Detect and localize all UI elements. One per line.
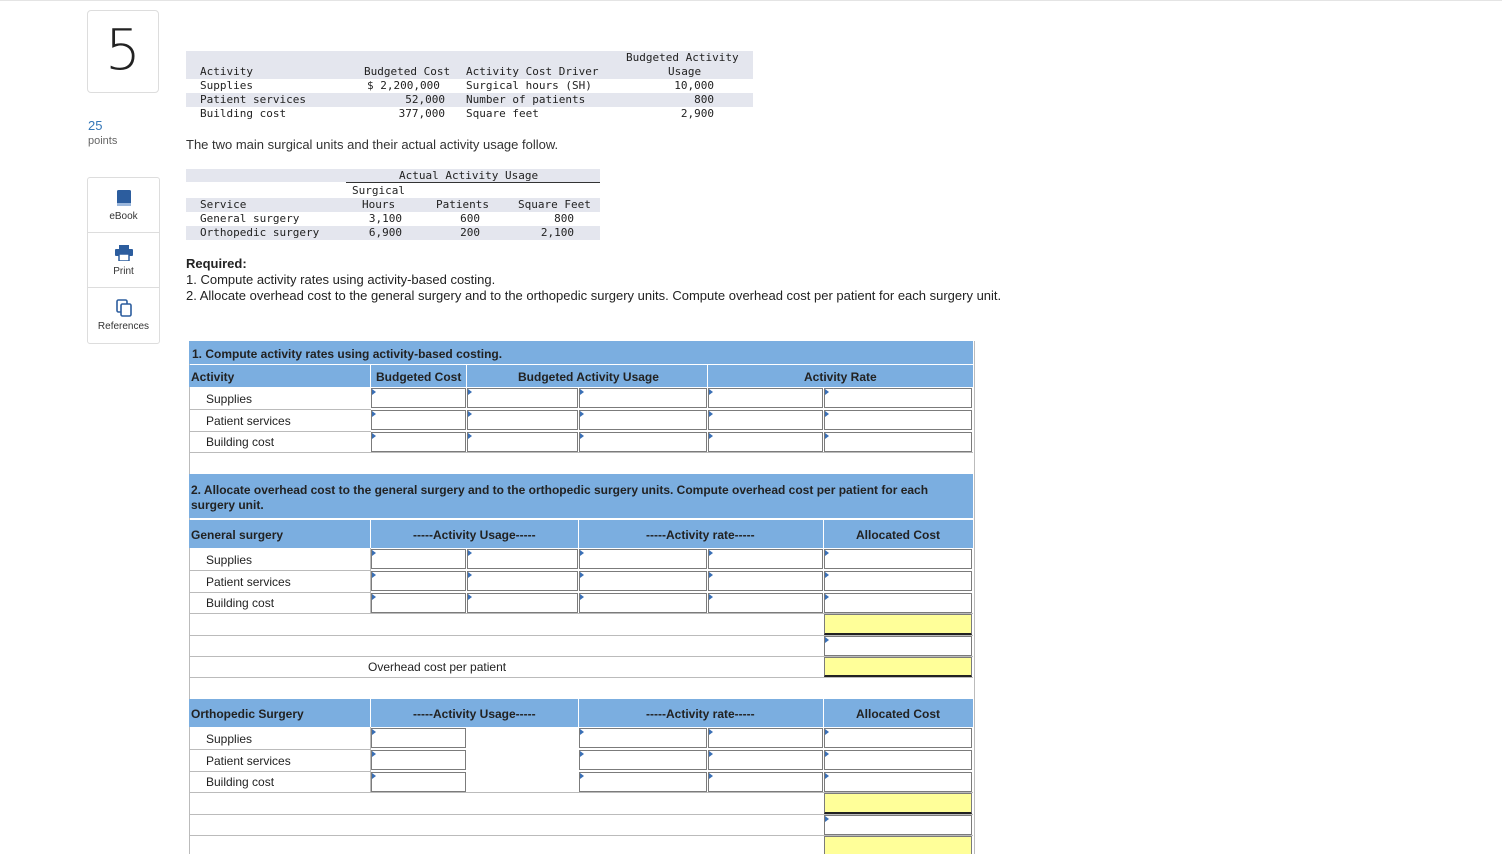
p1-supplies-cost-input[interactable] [371, 388, 466, 408]
budget-col-usage-2: Usage [668, 65, 702, 78]
actual-row-service: Orthopedic surgery [200, 226, 320, 239]
actual-title: Actual Activity Usage [399, 169, 539, 182]
os-supplies-rate-unit-input[interactable] [708, 728, 823, 748]
required-item-1: 1. Compute activity rates using activity-based costing. [186, 272, 496, 287]
ortho-row-label: Patient services [206, 754, 291, 768]
actual-col-patients: Patients [436, 198, 489, 211]
question-number-box [87, 10, 159, 93]
points-value: 25 [88, 118, 103, 133]
budget-row-usage: 10,000 [674, 79, 714, 92]
gs-supplies-usage-unit-input[interactable] [467, 549, 578, 569]
part1-row-label: Patient services [206, 414, 291, 428]
p1-supplies-rate-input[interactable] [708, 388, 823, 408]
p1-building-rate-unit-input[interactable] [824, 432, 972, 452]
actual-row-hours: 3,100 [368, 212, 402, 225]
gs-patient-rate-unit-input[interactable] [708, 571, 823, 591]
actual-col-hours-1: Surgical [352, 184, 405, 197]
os-building-rate-unit-input[interactable] [708, 772, 823, 792]
actual-row-patients: 200 [460, 226, 480, 239]
p1-supplies-driver-input[interactable] [579, 388, 707, 408]
required-item-2: 2. Allocate overhead cost to the general surgery and to the orthopedic surgery units. Compute overhead cost per patient for each surgery unit. [186, 288, 1002, 303]
ortho-col-rate: -----Activity rate----- [646, 707, 755, 721]
os-patients-input[interactable] [824, 815, 972, 835]
p1-building-rate-input[interactable] [708, 432, 823, 452]
gs-patient-rate-input[interactable] [579, 571, 707, 591]
actual-title-rule [346, 182, 600, 183]
tool-panel [87, 177, 160, 344]
actual-row-service: General surgery [200, 212, 300, 225]
part1-col-activity: Activity [191, 370, 235, 384]
ortho-row-label: Supplies [206, 732, 253, 746]
budget-row-driver: Surgical hours (SH) [466, 79, 592, 92]
book-icon [116, 189, 132, 207]
os-building-usage-input[interactable] [371, 772, 466, 792]
budget-row-activity: Supplies [200, 79, 253, 92]
gs-per-patient-input[interactable] [824, 657, 972, 677]
budget-row-cost: 52,000 [405, 93, 445, 106]
p1-building-usage-input[interactable] [467, 432, 578, 452]
actual-col-sqft: Square Feet [518, 198, 591, 211]
budget-row-driver: Square feet [466, 107, 539, 120]
general-row-label: Supplies [206, 553, 253, 567]
p1-patient-driver-input[interactable] [579, 410, 707, 430]
p1-building-cost-input[interactable] [371, 432, 466, 452]
p1-supplies-usage-input[interactable] [467, 388, 578, 408]
ebook-label: eBook [109, 211, 138, 222]
os-patient-usage-input[interactable] [371, 750, 466, 770]
general-col-alloc: Allocated Cost [856, 528, 941, 542]
actual-row-sqft: 2,100 [540, 226, 574, 239]
part2-title: 2. Allocate overhead cost to the general surgery and to the orthopedic surgery units. Compute overhead cost per patient for each surgery unit. [191, 483, 929, 512]
actual-col-service: Service [200, 198, 247, 211]
gs-patients-input[interactable] [824, 636, 972, 656]
os-patient-allocated-input[interactable] [824, 750, 972, 770]
gs-supplies-usage-input[interactable] [371, 549, 466, 569]
budget-row-usage: 2,900 [680, 107, 714, 120]
budget-col-usage-1: Budgeted Activity [626, 51, 739, 64]
references-label: References [97, 321, 150, 332]
budget-col-cost: Budgeted Cost [364, 65, 451, 78]
required-block [186, 256, 1006, 304]
os-building-allocated-input[interactable] [824, 772, 972, 792]
gs-patient-usage-unit-input[interactable] [467, 571, 578, 591]
part1-col-cost: Budgeted Cost [376, 370, 462, 384]
points-block [88, 118, 117, 147]
gs-building-usage-unit-input[interactable] [467, 593, 578, 613]
gs-building-rate-unit-input[interactable] [708, 593, 823, 613]
top-divider [0, 0, 1502, 1]
print-label: Print [113, 266, 134, 277]
part1-col-usage: Budgeted Activity Usage [518, 370, 659, 384]
os-building-rate-input[interactable] [579, 772, 707, 792]
general-col-usage: -----Activity Usage----- [413, 528, 536, 542]
budget-col-driver: Activity Cost Driver [466, 65, 599, 78]
budget-row-cost: $ 2,200,000 [367, 79, 440, 92]
gs-supplies-rate-unit-input[interactable] [708, 549, 823, 569]
os-patient-rate-input[interactable] [579, 750, 707, 770]
p1-patient-cost-input[interactable] [371, 410, 466, 430]
ortho-col-usage: -----Activity Usage----- [413, 707, 536, 721]
ortho-label: Orthopedic Surgery [191, 707, 304, 721]
budget-row-usage: 800 [694, 93, 714, 106]
p1-building-driver-input[interactable] [579, 432, 707, 452]
p1-patient-rate-input[interactable] [708, 410, 823, 430]
part1-col-rate: Activity Rate [804, 370, 877, 384]
part1-title: 1. Compute activity rates using activity-based costing. [192, 347, 503, 361]
p1-patient-rate-unit-input[interactable] [824, 410, 972, 430]
required-title: Required: [186, 256, 247, 271]
copy-icon [116, 299, 132, 317]
ortho-col-alloc: Allocated Cost [856, 707, 941, 721]
references-button[interactable] [88, 288, 159, 343]
gs-per-patient-label: Overhead cost per patient [368, 660, 507, 674]
gs-building-rate-input[interactable] [579, 593, 707, 613]
general-row-label: Building cost [206, 596, 275, 610]
os-supplies-usage-input[interactable] [371, 728, 466, 748]
print-button[interactable] [88, 233, 159, 288]
gs-building-usage-input[interactable] [371, 593, 466, 613]
p1-patient-usage-input[interactable] [467, 410, 578, 430]
general-row-label: Patient services [206, 575, 291, 589]
gs-building-allocated-input[interactable] [824, 593, 972, 613]
gs-patient-allocated-input[interactable] [824, 571, 972, 591]
budget-row-activity: Patient services [200, 93, 306, 106]
budget-row-activity: Building cost [200, 107, 287, 120]
budget-col-activity: Activity [200, 65, 253, 78]
question-number: 5 [105, 18, 141, 83]
os-supplies-rate-input[interactable] [579, 728, 707, 748]
general-label: General surgery [191, 528, 284, 542]
actual-row-patients: 600 [460, 212, 480, 225]
budget-row-cost: 377,000 [398, 107, 445, 120]
actual-col-hours-2: Hours [362, 198, 396, 211]
ebook-button[interactable] [88, 178, 159, 233]
intro-text: The two main surgical units and their actual activity usage follow. [186, 137, 559, 152]
ortho-row-label: Building cost [206, 775, 275, 789]
gs-total-allocated-input[interactable] [824, 614, 972, 635]
gs-supplies-allocated-input[interactable] [824, 549, 972, 569]
gs-supplies-rate-input[interactable] [579, 549, 707, 569]
actual-row-sqft: 800 [554, 212, 574, 225]
os-supplies-allocated-input[interactable] [824, 728, 972, 748]
os-patient-rate-unit-input[interactable] [708, 750, 823, 770]
general-col-rate: -----Activity rate----- [646, 528, 755, 542]
actual-row-hours: 6,900 [368, 226, 402, 239]
part1-row-label: Building cost [206, 435, 275, 449]
p1-supplies-rate-unit-input[interactable] [824, 388, 972, 408]
printer-icon [115, 245, 133, 261]
points-label: points [88, 135, 118, 147]
os-per-patient-input[interactable] [824, 836, 972, 854]
part1-row-label: Supplies [206, 392, 253, 406]
os-total-allocated-input[interactable] [824, 793, 972, 814]
gs-patient-usage-input[interactable] [371, 571, 466, 591]
budget-row-driver: Number of patients [466, 93, 586, 106]
